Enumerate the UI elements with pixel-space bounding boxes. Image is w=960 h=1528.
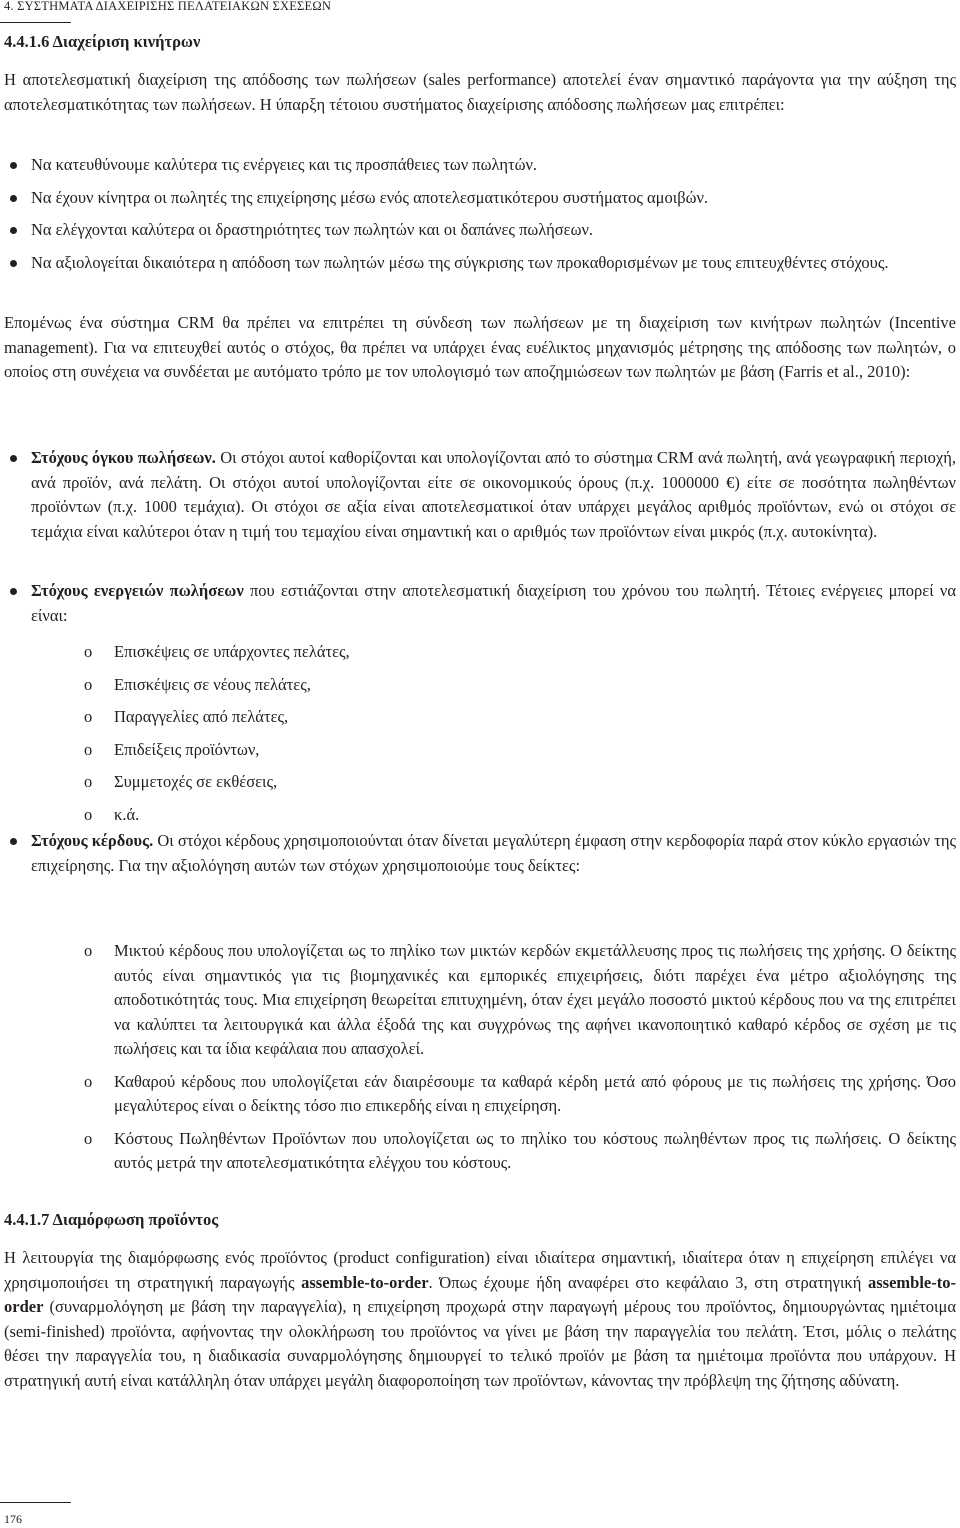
list-item: Να αξιολογείται δικαιότερα η απόδοση των πωλητών μέσω της σύγκρισης των προκαθορισμένων με τους επιτευχθέντες στόχους.: [31, 251, 956, 276]
list-item: o Παραγγελίες από πελάτες,: [114, 705, 956, 730]
crm-paragraph: Επομένως ένα σύστημα CRM θα πρέπει να επιτρέπει τη σύνδεση των πωλήσεων με τη διαχείριση των κινήτρων πωλητών (Incentive management). Για να επιτευχθεί αυτός ο στόχος, θα πρέπει να υπάρχει ένας ευέλικτος μηχανισμός μέτρησης της απόδοσης των πωλητών, ο οποίος στη συνέχεια να συνδέεται με αυτόματο τρόπο με τον υπολογισμό των αποζημιώσεων των πωλητών με βάση (Farris et al., 2010):: [4, 313, 956, 381]
bullet-icon: [10, 455, 17, 462]
intro-paragraph: Η αποτελεσματική διαχείριση της απόδοσης των πωλήσεων (sales performance) αποτελεί έναν σημαντικό παράγοντα για την αύξηση της αποτελεσματικότητας των πωλήσεων. Η ύπαρξη τέτοιου συστήματος διαχείρισης απόδοσης πωλήσεων μας επιτρέπει:: [4, 70, 956, 114]
goal-sales-activities: Στόχους ενεργειών πωλήσεων που εστιάζονται στην αποτελεσματική διαχείριση του χρόνου του πωλητή. Τέτοιες ενέργειες μπορεί να είναι:: [31, 579, 956, 628]
bullet-icon: [10, 838, 17, 845]
bullet-icon: [10, 162, 17, 169]
list-item: Να έχουν κίνητρα οι πωλητές της επιχείρησης μέσω ενός αποτελεσματικότερου συστήματος αμοιβών.: [31, 186, 956, 211]
goal-sales-volume: Στόχους όγκου πωλήσεων. Οι στόχοι αυτοί καθορίζονται και υπολογίζονται από το σύστημα CRM ανά πωλητή, ανά γεωγραφική περιοχή, ανά προϊόν, ανά πελάτη. Οι στόχοι αυτοί υπολογίζονται είτε σε οικονομικούς όρους (π.χ. 1000000 €) είτε σε ποσότητα πωληθέντων προϊόντων (π.χ. 1000 τεμάχια). Οι στόχοι σε αξία είναι αποτελεσματικοί όταν υπάρχει μεγάλος αριθμός προϊόντων, ενώ οι στόχοι σε τεμάχια είναι καλύτεροι όταν η τιμή του τεμαχίου είναι σημαντική και ο αριθμός των προϊόντων είναι μικρός (π.χ. αυτοκίνητα).: [31, 446, 956, 544]
product-configuration-paragraph: Η λειτουργία της διαμόρφωσης ενός προϊόντος (product configuration) είναι ιδιαίτερα σημαντική, ιδιαίτερα όταν η επιχείρηση επιλέγει να χρησιμοποιήσει τη στρατηγική παραγωγής assemble-to-order. Όπως έχουμε ήδη αναφέρει στο κεφάλαιο 3, στη στρατηγική assemble-to-order (συναρμολόγηση με βάση την παραγγελία), η επιχείρηση προχωρά στην παραγωγή μέρους του προϊόντος, δημιουργώντας ημιέτοιμα (semi-finished) προϊόντα, αφήνοντας την ολοκλήρωση του προϊόντος να γίνει με βάση την παραγγελία του πελάτη. Έτσι, μόλις ο πελάτης θέσει την παραγγελία του, η διαδικασία συναρμολόγησης δημιουργεί το τελικό προϊόν με βάση τα ημιέτοιμα προϊόντα που υπάρχουν. Η στρατηγική αυτή είναι κατάλληλη όταν υπάρχει μεγάλη διαφοροποίηση των προϊόντων, κάνοντας την πρόβλεψη της ζήτησης αδύνατη.: [4, 1248, 956, 1390]
bullet-icon: [10, 588, 17, 595]
circle-bullet-icon: o: [84, 674, 93, 694]
bullet-icon: [10, 195, 17, 202]
goal-profit: Στόχους κέρδους. Οι στόχοι κέρδους χρησιμοποιούνται όταν δίνεται μεγαλύτερη έμφαση στην κερδοφορία παρά στον κύκλο εργασιών της επιχείρησης. Για την αξιολόγηση αυτών των στόχων χρησιμοποιούμε τους δείκτες:: [31, 829, 956, 878]
list-item: o Μικτού κέρδους που υπολογίζεται ως το πηλίκο των μικτών κερδών εκμετάλλευσης προς τις πωλήσεις της χρήσης. Ο δείκτης αυτός είναι σημαντικός για τις βιομηχανικές και εμπορικές επιχειρήσεις, διότι παρέχει ένα μέτρο αξιολόγησης της αποδοτικότητάς τους. Μια επιχείρηση θεωρείται επιτυχημένη, όταν έχει μεγάλο ποσοστό μικτού κέρδους που να της επιτρέπει να καλύπτει τα λειτουργικά και άλλα έξοδά της και συγχρόνως της αφήνει ικανοποιητικό καθαρό κέρδος σε σχέση με τις πωλήσεις και τα ίδια κεφάλαια που απασχολεί.: [84, 941, 956, 1058]
list-item: Να ελέγχονται καλύτερα οι δραστηριότητες των πωλητών και οι δαπάνες πωλήσεων.: [31, 218, 956, 243]
list-item: o Καθαρού κέρδους που υπολογίζεται εάν διαιρέσουμε τα καθαρά κέρδη μετά από φόρους με τις πωλήσεις της χρήσης. Όσο μεγαλύτερος είναι ο δείκτης τόσο πιο επικερδής είναι η επιχείρηση.: [84, 1071, 956, 1115]
running-header: 4. ΣΥΣΤΗΜΑΤΑ ΔΙΑΧΕΙΡΙΣΗΣ ΠΕΛΑΤΕΙΑΚΩΝ ΣΧΕΣΕΩΝ: [4, 0, 332, 13]
list-item: o Συμμετοχές σε εκθέσεις,: [114, 770, 956, 795]
list-item: o Επισκέψεις σε υπάρχοντες πελάτες,: [114, 640, 956, 665]
list-item: o Επισκέψεις σε νέους πελάτες,: [114, 673, 956, 698]
bullet-icon: [10, 260, 17, 267]
circle-bullet-icon: o: [84, 707, 93, 726]
circle-bullet-icon: o: [84, 739, 93, 759]
circle-bullet-icon: o: [84, 1071, 93, 1091]
profit-indicators-list: [84, 939, 956, 1176]
goals-list-2: [31, 579, 956, 628]
header-rule: [0, 22, 71, 23]
page-number: 176: [4, 1512, 22, 1526]
circle-bullet-icon: o: [84, 642, 93, 661]
goals-list-1: [31, 446, 956, 544]
goals-list-3: [31, 829, 956, 878]
circle-bullet-icon: o: [84, 804, 93, 824]
footer-rule: [0, 1502, 71, 1503]
list-item: Να κατευθύνουμε καλύτερα τις ενέργειες και τις προσπάθειες των πωλητών.: [31, 153, 956, 178]
bullet-icon: [10, 227, 17, 234]
section-heading-incentives: 4.4.1.6 Διαχείριση κινήτρων: [4, 32, 201, 51]
circle-bullet-icon: o: [84, 772, 93, 791]
section-heading-product-configuration: 4.4.1.7 Διαμόρφωση προϊόντος: [4, 1210, 219, 1229]
circle-bullet-icon: o: [84, 941, 93, 960]
list-item: o Κόστους Πωληθέντων Προϊόντων που υπολογίζεται ως το πηλίκο του κόστους πωληθέντων προς τις πωλήσεις. Ο δείκτης αυτός μετρά την αποτελεσματικότητα ελέγχου του κόστους.: [84, 1128, 956, 1172]
list-item: o κ.ά.: [114, 803, 956, 828]
circle-bullet-icon: o: [84, 1128, 93, 1148]
list-item: o Επιδείξεις προϊόντων,: [114, 738, 956, 763]
benefits-list: [31, 153, 956, 275]
activities-list: [84, 640, 956, 827]
